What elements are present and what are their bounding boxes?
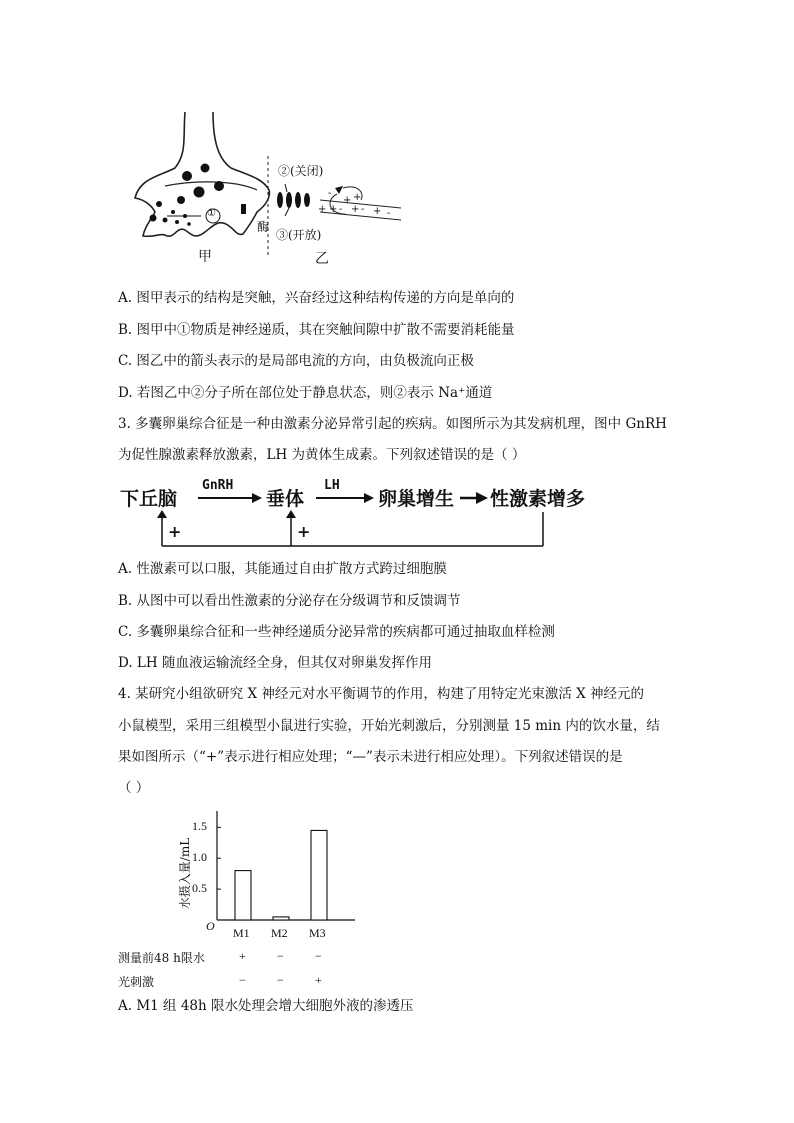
q2-option-b: B. 图甲中①物质是神经递质，其在突触间隙中扩散不需要消耗能量 (118, 322, 515, 338)
label-yi: 乙 (315, 251, 329, 267)
row-mark: − (239, 973, 246, 987)
bar-chart (115, 805, 375, 995)
label-jia: 甲 (198, 249, 212, 265)
row-mark: − (277, 973, 284, 987)
synapse-drawing (125, 108, 415, 268)
row-mark: + (315, 973, 322, 987)
q3-option-b: B. 从图中可以看出性激素的分泌存在分级调节和反馈调节 (118, 593, 461, 609)
row-label-water-restriction: 测量前48 h限水 (118, 951, 205, 965)
q2-option-a: A. 图甲表示的结构是突触，兴奋经过这种结构传递的方向是单向的 (118, 290, 515, 306)
charge-4: + (329, 204, 338, 215)
q4-stem-line2: 小鼠模型，采用三组模型小鼠进行实验，开始光刺激后，分别测量 15 min 内的饮水量，结 (118, 718, 660, 734)
q3-option-a: A. 性激素可以口服，其能通过自由扩散方式跨过细胞膜 (118, 561, 447, 577)
charge-10: + (353, 192, 362, 203)
plus-sign-1: + (168, 522, 182, 541)
charge-8: + (373, 206, 382, 217)
charge-1: - (328, 188, 332, 199)
charge-2: + (343, 195, 352, 206)
node-ovary: 卵巢增生 (378, 488, 455, 510)
node-hypothalamus: 下丘脑 (120, 488, 178, 510)
y-axis-label: 水摄入量/mL (178, 837, 193, 910)
bar-m2 (273, 917, 289, 920)
arrow-label-lh: LH (324, 478, 340, 493)
enzyme-label: 酶 (257, 220, 270, 234)
marker-2-label: ②(关闭) (278, 164, 324, 178)
q4-option-a: A. M1 组 48h 限水处理会增大细胞外液的渗透压 (118, 998, 414, 1014)
row-mark: − (315, 949, 322, 963)
q4-stem-line4: （ ） (118, 780, 150, 796)
bar-chart-svg (115, 805, 375, 940)
charge-5: - (339, 204, 343, 215)
marker-3-label: ③(开放) (276, 228, 322, 242)
q3-option-d: D. LH 随血液运输流经全身，但其仅对卵巢发挥作用 (118, 655, 432, 671)
y-tick-label: 1.5 (192, 819, 207, 834)
origin-label: O (206, 919, 215, 933)
flowchart (118, 474, 618, 552)
q3-stem-line1: 3. 多囊卵巢综合征是一种由激素分泌异常引起的疾病。如图所示为其发病机理，图中 GnRH (118, 416, 667, 432)
marker-1-label: ① (207, 208, 216, 219)
q2-option-d: D. 若图乙中②分子所在部位处于静息状态，则②表示 Na⁺通道 (118, 385, 493, 401)
x-tick-label: M2 (271, 926, 288, 940)
charge-9: - (387, 208, 391, 219)
q3-option-c: C. 多囊卵巢综合征和一些神经递质分泌异常的疾病都可通过抽取血样检测 (118, 624, 555, 640)
q4-stem-line1: 4. 某研究小组欲研究 X 神经元对水平衡调节的作用，构建了用特定光束激活 X 神经元的 (118, 686, 645, 702)
q4-stem-line3: 果如图所示（“+”表示进行相应处理；“—”表示未进行相应处理）。下列叙述错误的是 (118, 749, 623, 765)
node-sex-hormone: 性激素增多 (490, 488, 586, 510)
q2-option-c: C. 图乙中的箭头表示的是局部电流的方向，由负极流向正极 (118, 353, 474, 369)
bar-m3 (311, 830, 327, 920)
charge-7: - (361, 204, 365, 215)
plus-sign-2: + (297, 522, 311, 541)
y-tick-label: 0.5 (192, 881, 207, 896)
row-label-light-stimulation: 光刺激 (118, 975, 155, 989)
row-mark: − (277, 949, 284, 963)
charge-3: + (318, 204, 327, 215)
bar-m1 (235, 871, 251, 920)
x-tick-label: M1 (233, 926, 250, 940)
x-tick-label: M3 (309, 926, 326, 940)
charge-6: + (351, 204, 360, 215)
synapse-figure (125, 108, 415, 268)
arrow-label-gnrh: GnRH (202, 478, 234, 493)
y-tick-label: 1.0 (192, 850, 207, 865)
node-pituitary: 垂体 (266, 488, 305, 510)
q3-stem-line2: 为促性腺激素释放激素，LH 为黄体生成素。下列叙述错误的是（ ） (118, 447, 526, 463)
row-mark: + (239, 949, 246, 963)
